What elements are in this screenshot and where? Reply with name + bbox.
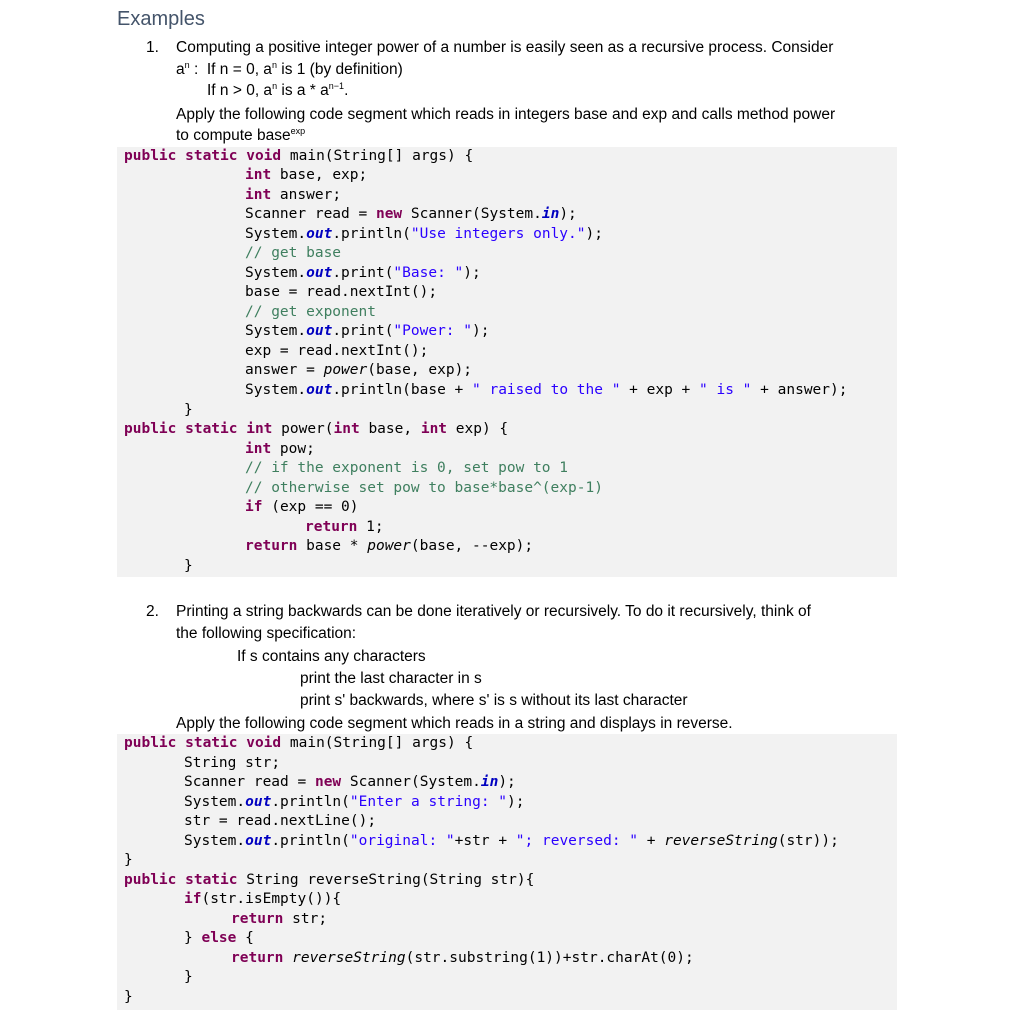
code-line: public static String reverseString(String str){ xyxy=(124,872,535,888)
code-line: } xyxy=(184,969,193,985)
code-line: answer = power(base, exp); xyxy=(245,362,473,378)
code-comment: // get base xyxy=(245,245,342,261)
example-2-intro-line1: Printing a string backwards can be done iteratively or recursively. To do it recursively, think of xyxy=(176,603,811,620)
code-line: System.out.print("Power: "); xyxy=(245,323,490,339)
code-comment: // get exponent xyxy=(245,304,376,320)
code-line: public static void main(String[] args) { xyxy=(124,148,474,164)
code-line: } xyxy=(124,852,133,868)
code-line: System.out.println("Use integers only."); xyxy=(245,226,603,242)
example-1-intro: Computing a positive integer power of a number is easily seen as a recursive process. Consider xyxy=(176,39,834,56)
example-2-intro-line2: the following specification: xyxy=(176,625,357,642)
code-line: } xyxy=(184,402,193,418)
code-line: int answer; xyxy=(245,187,342,203)
code-line: return reverseString(str.substring(1))+str.charAt(0); xyxy=(231,950,694,966)
code-line: System.out.println("Enter a string: "); xyxy=(184,794,525,810)
code-line: int pow; xyxy=(245,441,315,457)
code-line: return 1; xyxy=(305,519,384,535)
code-line: public static int power(int base, int exp) { xyxy=(124,421,509,437)
code-line: System.out.println(base + " raised to the " + exp + " is " + answer); xyxy=(245,382,848,398)
code-line: Scanner read = new Scanner(System.in); xyxy=(245,206,577,222)
example-2-spec-line3: print s' backwards, where s' is s without its last character xyxy=(300,692,688,709)
code-line: } else { xyxy=(184,930,254,946)
code-line: public static void main(String[] args) { xyxy=(124,735,474,751)
code-line: System.out.println("original: "+str + "; reversed: " + reverseString(str)); xyxy=(184,833,839,849)
code-line: int base, exp; xyxy=(245,167,368,183)
code-line: base = read.nextInt(); xyxy=(245,284,438,300)
code-line: if(str.isEmpty()){ xyxy=(184,891,342,907)
code-line: } xyxy=(124,989,133,1005)
code-comment: // if the exponent is 0, set pow to 1 xyxy=(245,460,569,476)
example-1-apply-line1: Apply the following code segment which reads in integers base and exp and calls method power xyxy=(176,106,836,123)
code-line: Scanner read = new Scanner(System.in); xyxy=(184,774,516,790)
code-line: exp = read.nextInt(); xyxy=(245,343,429,359)
code-line: System.out.print("Base: "); xyxy=(245,265,481,281)
code-line: } xyxy=(184,558,193,574)
example-2-spec-line2: print the last character in s xyxy=(300,670,482,687)
code-line: return str; xyxy=(231,911,328,927)
code-line: String str; xyxy=(184,755,281,771)
code-line: str = read.nextLine(); xyxy=(184,813,377,829)
example-2-spec-line1: If s contains any characters xyxy=(237,648,426,665)
code-line: if (exp == 0) xyxy=(245,499,359,515)
example-2-number: 2. xyxy=(146,603,159,620)
example-2-apply: Apply the following code segment which reads in a string and displays in reverse. xyxy=(176,715,733,732)
section-heading: Examples xyxy=(117,8,205,30)
code-line: return base * power(base, --exp); xyxy=(245,538,534,554)
example-1-definition-line2: If n > 0, $a^n$ is a * $a^{n-1}$. xyxy=(207,81,349,99)
code-comment: // otherwise set pow to base*base^(exp-1) xyxy=(245,480,603,496)
example-1-apply-line2: to compute base$^{exp}$ xyxy=(176,126,306,144)
example-1-number: 1. xyxy=(146,39,159,56)
example-1-definition-line1: $a^n$ : If n = 0, $a^n$ is 1 (by definition) xyxy=(176,60,403,78)
